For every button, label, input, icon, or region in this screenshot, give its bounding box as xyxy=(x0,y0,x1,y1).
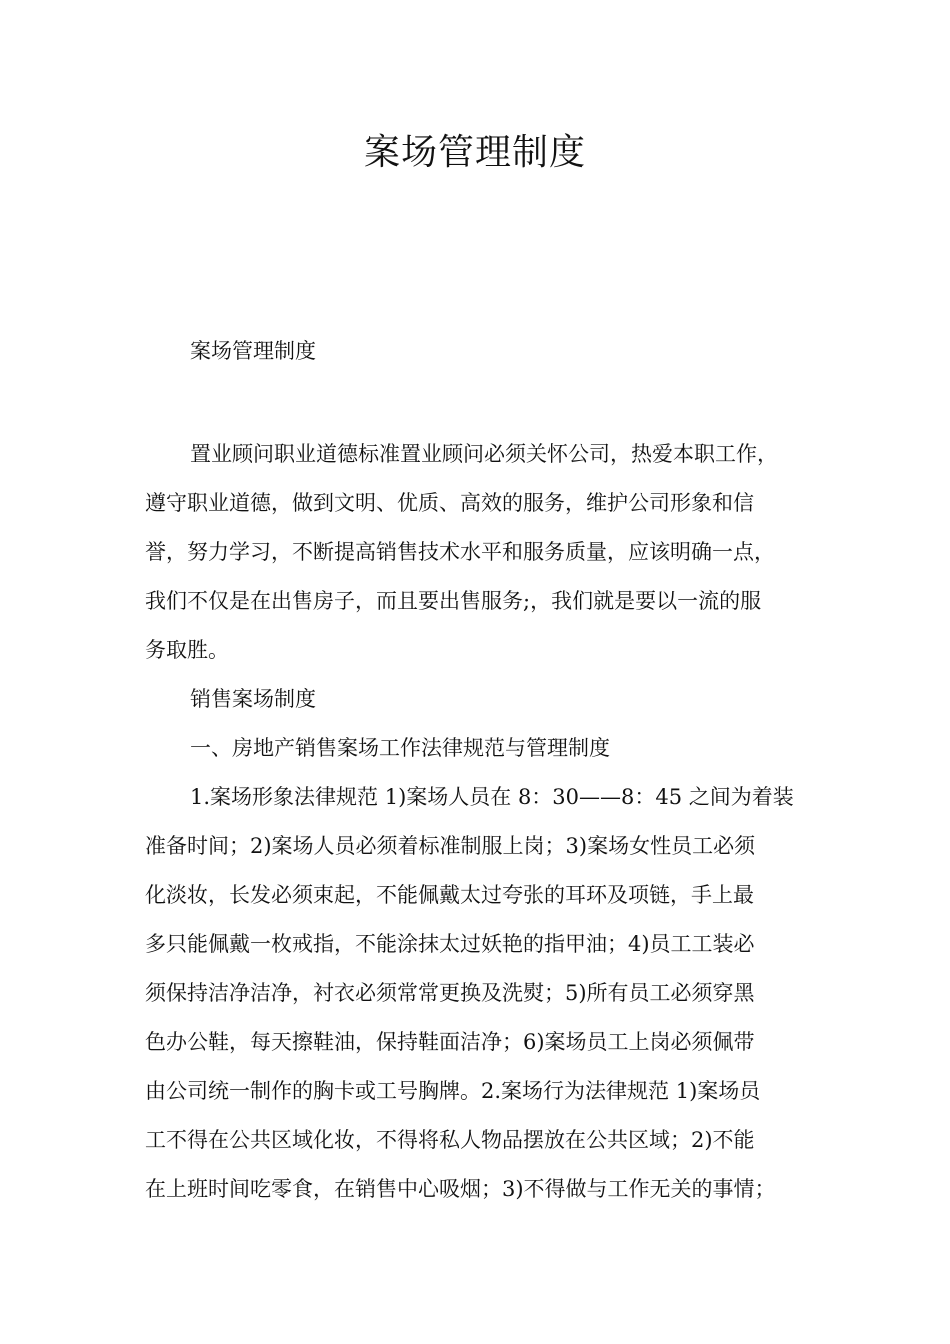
section-heading: 销售案场制度 xyxy=(190,687,316,711)
document-subtitle: 案场管理制度 xyxy=(190,339,316,363)
document-title: 案场管理制度 xyxy=(363,132,586,173)
paragraph-line: 多只能佩戴一枚戒指，不能涂抹太过妖艳的指甲油；4)员工工装必 xyxy=(145,932,755,956)
paragraph-line: 1.案场形象法律规范 1)案场人员在 8：30——8：45 之间为着装 xyxy=(190,785,794,809)
section-heading: 一、房地产销售案场工作法律规范与管理制度 xyxy=(190,736,610,760)
paragraph-line: 化淡妆，长发必须束起，不能佩戴太过夸张的耳环及项链，手上最 xyxy=(145,883,754,907)
document-body xyxy=(145,430,840,1214)
paragraph-line: 准备时间；2)案场人员必须着标准制服上岗；3)案场女性员工必须 xyxy=(145,834,756,858)
paragraph-line: 工不得在公共区域化妆，不得将私人物品摆放在公共区域；2)不能 xyxy=(145,1128,755,1152)
paragraph-line: 遵守职业道德，做到文明、优质、高效的服务，维护公司形象和信 xyxy=(145,491,754,515)
paragraph-line: 在上班时间吃零食，在销售中心吸烟；3)不得做与工作无关的事情； xyxy=(145,1177,776,1201)
paragraph-line: 务取胜。 xyxy=(145,638,229,662)
paragraph-line: 须保持洁净洁净，衬衣必须常常更换及洗熨；5)所有员工必须穿黑 xyxy=(145,981,755,1005)
paragraph-line: 我们不仅是在出售房子，而且要出售服务;，我们就是要以一流的服 xyxy=(145,589,762,613)
paragraph-line: 色办公鞋，每天擦鞋油，保持鞋面洁净；6)案场员工上岗必须佩带 xyxy=(145,1030,755,1054)
paragraph-line: 誉，努力学习，不断提高销售技术水平和服务质量，应该明确一点， xyxy=(145,540,775,564)
paragraph-line: 由公司统一制作的胸卡或工号胸牌。2.案场行为法律规范 1)案场员 xyxy=(145,1079,761,1103)
paragraph-line: 置业顾问职业道德标准置业顾问必须关怀公司，热爱本职工作， xyxy=(190,442,778,466)
